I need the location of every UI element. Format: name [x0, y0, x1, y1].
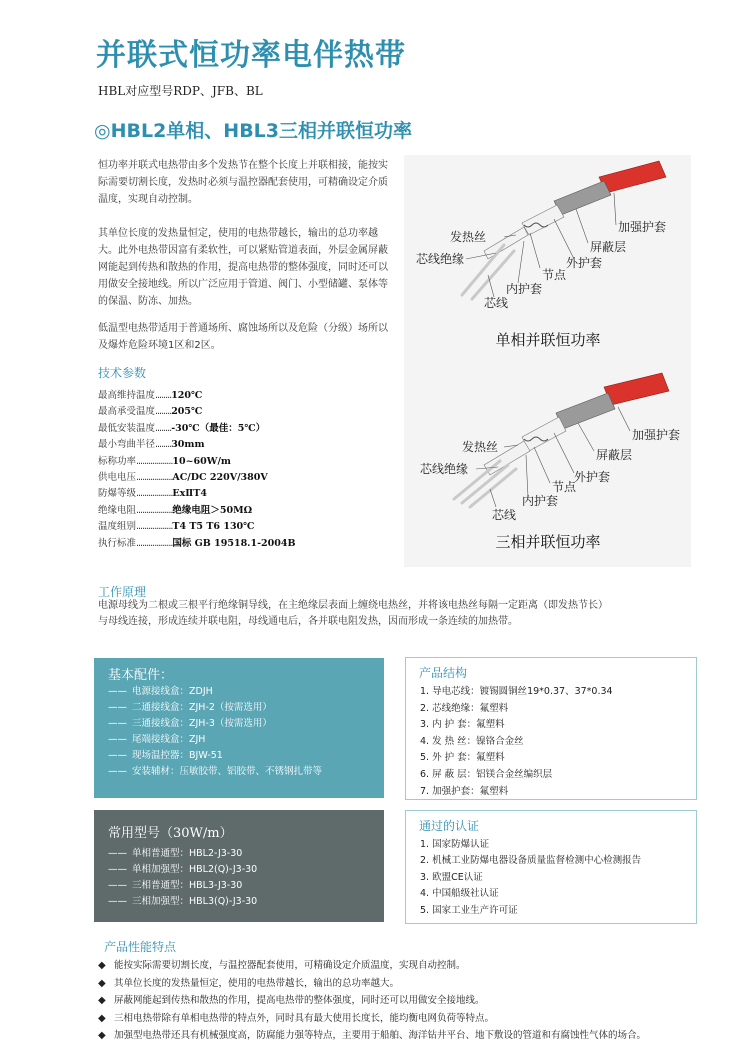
spec-dots: ..................	[136, 488, 173, 500]
certification-item: 4. 中国船级社认证	[420, 888, 499, 900]
feature-item	[98, 957, 748, 975]
feature-text: 能按实际需要切割长度，与温控器配套使用，可精确设定介质温度，实现自动控制。	[114, 960, 466, 971]
spec-dots: ..................	[136, 455, 173, 467]
spec-dots: ........	[155, 439, 172, 451]
core-wire	[470, 469, 516, 507]
spec-row	[98, 470, 296, 486]
model-item	[108, 862, 257, 878]
spec-label: 标称功率	[98, 455, 137, 467]
features-heading: 产品性能特点	[104, 940, 177, 954]
structure-item: 7. 加强护套：氟塑料	[420, 785, 509, 797]
label-shield-layer: 屏蔽层	[590, 240, 627, 254]
spec-dots: ..................	[136, 537, 173, 549]
spec-row	[98, 519, 296, 535]
diamond-bullet-icon: ◆	[98, 995, 106, 1006]
label-heating-wire: 发热丝	[462, 440, 499, 454]
spec-dots: ........	[155, 390, 172, 401]
certification-item: 3. 欧盟CE认证	[420, 871, 483, 883]
spec-row	[98, 536, 296, 552]
accessories-list	[108, 684, 322, 780]
spec-row	[98, 404, 296, 420]
spec-row	[98, 388, 296, 404]
feature-item	[98, 1010, 748, 1028]
spec-value: 10~60W/m	[172, 455, 231, 467]
label-outer-jacket: 外护套	[566, 256, 603, 270]
dash-marker: ——	[108, 702, 127, 713]
accessory-item	[108, 748, 322, 764]
label-outer-jacket: 外护套	[574, 470, 611, 484]
work-line: 电源母线为二根或三根平行绝缘铜导线，在主绝缘层表面上缠绕电热丝，并将该电热丝每隔一定距离（即发热节长）	[98, 600, 608, 611]
spec-value: 120℃	[171, 390, 203, 401]
inner-jacket-shape	[522, 417, 566, 451]
accessory-text: 尾端接线盒：ZJH	[132, 734, 206, 745]
spec-dots: ........	[155, 422, 172, 434]
outer-jacket-shape	[599, 161, 666, 193]
spec-value: 205℃	[171, 406, 203, 418]
model-text: 单相加强型：HBL2(Q)-J3-30	[132, 864, 258, 875]
dash-marker: ——	[108, 734, 127, 745]
dash-marker: ——	[108, 750, 127, 761]
intro-paragraph-3: 低温型电热带适用于普通场所、腐蚀场所以及危险（分级）场所以及爆炸危险环境1区和2区。	[98, 323, 388, 351]
structure-item: 5. 外 护 套：氟塑料	[420, 752, 505, 764]
structure-item: 6. 屏 蔽 层：铝镁合金丝编织层	[420, 768, 553, 780]
label-shield-layer: 屏蔽层	[596, 448, 633, 462]
feature-item	[98, 1027, 748, 1045]
accessory-item	[108, 700, 322, 716]
certification-list	[420, 837, 641, 919]
dash-marker: ——	[108, 766, 127, 777]
dash-marker: ——	[108, 880, 127, 891]
spec-row	[98, 486, 296, 502]
dash-marker: ——	[108, 864, 127, 875]
label-node: 节点	[542, 268, 567, 282]
intro-paragraph-1: 恒功率并联式电热带由多个发热节在整个长度上并联相接，能按实际需要切割长度，发热时必须与温控器配套使用，可精确设定介质温度，实现自动控制。	[98, 160, 388, 205]
caption-three-phase: 三相并联恒功率	[495, 533, 601, 551]
models-heading: 常用型号（30W/m）	[108, 826, 233, 841]
label-core-wire: 芯线	[492, 508, 517, 522]
feature-item	[98, 975, 748, 993]
spec-label: 最小弯曲半径	[98, 439, 156, 451]
cable-diagram-panel	[404, 155, 691, 567]
structure-item: 3. 内 护 套：氟塑料	[420, 719, 505, 731]
shield-braid-shape	[556, 393, 615, 429]
bottom-callouts	[420, 427, 680, 522]
models-box	[94, 810, 384, 922]
label-heating-wire: 发热丝	[450, 230, 487, 244]
accessory-text: 三通接线盒：ZJH-3（按需选用）	[132, 718, 272, 729]
dash-marker: ——	[108, 848, 127, 859]
work-principle-text	[98, 598, 718, 630]
core-wire	[462, 465, 508, 503]
label-inner-jacket: 内护套	[506, 282, 543, 296]
cable-diagram-svg	[404, 155, 691, 567]
accessories-heading: 基本配件：	[108, 668, 174, 683]
structure-heading: 产品结构	[419, 666, 468, 680]
label-reinforced-jacket: 加强护套	[632, 428, 681, 442]
model-text: 单相普通型：HBL2-J3-30	[132, 848, 243, 859]
section-heading: ◎HBL2单相、HBL3三相并联恒功率	[94, 120, 413, 142]
accessory-item	[108, 684, 322, 700]
model-item	[108, 846, 257, 862]
structure-box	[405, 657, 697, 800]
feature-text: 加强型电热带还具有机械强度高，防腐能力强等特点，主要用于船舶、海洋钻井平台、地下敷设的管道和有腐蚀性气体的场合。	[114, 1030, 647, 1041]
spec-value: -30℃（最佳：5℃）	[171, 422, 266, 434]
accessory-item	[108, 716, 322, 732]
spec-label: 最低安装温度	[98, 422, 156, 434]
dash-marker: ——	[108, 686, 127, 697]
accessory-text: 现场温控器：BJW-51	[132, 750, 223, 761]
features-list	[98, 957, 748, 1045]
structure-item: 4. 发 热 丝：镍铬合金丝	[420, 735, 524, 747]
model-item	[108, 894, 257, 910]
spec-value: T4 T5 T6 130℃	[172, 521, 255, 533]
accessories-box	[94, 658, 384, 798]
spec-value: 绝缘电阻＞50MΩ	[172, 504, 253, 516]
spec-row	[98, 454, 296, 470]
feature-text: 屏蔽网能起到传热和散热的作用，提高电热带的整体强度，同时还可以用做安全接地线。	[114, 995, 485, 1006]
certification-item: 5. 国家工业生产许可证	[420, 904, 518, 916]
spec-list	[98, 388, 296, 552]
label-core-wire: 芯线	[484, 296, 509, 310]
certification-item: 2. 机械工业防爆电器设备质量监督检测中心检测报告	[420, 855, 642, 867]
spec-dots: ..................	[136, 472, 173, 484]
inner-jacket-shape	[522, 205, 564, 235]
spec-row	[98, 503, 296, 519]
structure-item: 2. 芯线绝缘：氟塑料	[420, 702, 509, 714]
accessory-item	[108, 732, 322, 748]
spec-label: 执行标准	[98, 537, 137, 549]
feature-text: 三相电热带除有单相电热带的特点外，同时具有最大使用长度长，能均衡电网负荷等特点。	[114, 1012, 495, 1024]
diamond-bullet-icon: ◆	[98, 1030, 106, 1041]
spec-label: 防爆等级	[98, 488, 137, 500]
accessory-item	[108, 764, 322, 780]
caption-single-phase: 单相并联恒功率	[495, 331, 601, 349]
model-text: 三相普通型：HBL3-J3-30	[132, 880, 243, 891]
top-callouts	[416, 219, 666, 310]
spec-label: 供电电压	[98, 472, 137, 484]
feature-item	[98, 992, 748, 1010]
spec-label: 最高维持温度	[98, 390, 156, 401]
spec-value: ExⅡT4	[172, 488, 207, 500]
spec-row	[98, 437, 296, 453]
spec-dots: ..................	[136, 521, 173, 533]
page-title: 并联式恒功率电伴热带	[96, 38, 406, 73]
dash-marker: ——	[108, 896, 127, 907]
work-principle-heading: 工作原理	[98, 585, 147, 599]
shield-braid-shape	[554, 181, 611, 215]
models-list	[108, 846, 257, 910]
work-line: 与母线连接，形成连续并联电阻，母线通电后，各并联电阻发热，因而形成一条连续的加热带。	[98, 616, 518, 627]
label-reinforced-jacket: 加强护套	[618, 220, 667, 234]
dash-marker: ——	[108, 718, 127, 729]
diamond-bullet-icon: ◆	[98, 977, 106, 989]
feature-text: 其单位长度的发热量恒定，使用的电热带越长，输出的总功率越大。	[114, 977, 400, 989]
model-text: 三相加强型：HBL3(Q)-J3-30	[132, 896, 258, 907]
spec-row	[98, 421, 296, 437]
accessory-text: 安装辅材：压敏胶带、铝胶带、不锈钢扎带等	[132, 766, 323, 777]
spec-dots: ..................	[136, 504, 173, 516]
structure-item: 1. 导电芯线：镀锡圆铜丝19*0.37、37*0.34	[420, 686, 613, 697]
certification-item: 1. 国家防爆认证	[420, 839, 490, 850]
label-inner-jacket: 内护套	[522, 494, 559, 508]
label-node: 节点	[552, 480, 577, 494]
spec-label: 温度组别	[98, 521, 137, 533]
certification-box	[405, 810, 697, 924]
spec-value: 30mm	[171, 439, 205, 451]
diamond-bullet-icon: ◆	[98, 960, 106, 971]
intro-paragraph-2: 其单位长度的发热量恒定，使用的电热带越长，输出的总功率越大。此外电热带因富有柔软性，可以紧贴管道表面，外层金属屏蔽网能起到传热和散热的作用，提高电热带的整体强度，同时还可以用做安全接地线。所以广泛应用于管道、阀门、小型储罐、泵体等的保温、防冻、加热。	[98, 228, 388, 307]
diamond-bullet-icon: ◆	[98, 1012, 106, 1024]
model-subtitle: HBL对应型号RDP、JFB、BL	[98, 84, 263, 98]
accessory-text: 二通接线盒：ZJH-2（按需选用）	[132, 702, 272, 713]
label-core-insulation: 芯线绝缘	[416, 252, 465, 266]
spec-value: 国标 GB 19518.1-2004B	[172, 537, 296, 549]
spec-value: AC/DC 220V/380V	[172, 472, 268, 484]
spec-label: 绝缘电阻	[98, 504, 137, 516]
structure-list	[420, 684, 613, 800]
certification-heading: 通过的认证	[419, 819, 480, 833]
spec-label: 最高承受温度	[98, 406, 156, 418]
label-core-insulation: 芯线绝缘	[420, 462, 469, 476]
accessory-text: 电源接线盒：ZDJH	[132, 686, 213, 697]
spec-dots: ........	[155, 406, 172, 418]
tech-heading: 技术参数	[98, 366, 147, 380]
outer-jacket-shape	[604, 373, 669, 405]
model-item	[108, 878, 257, 894]
